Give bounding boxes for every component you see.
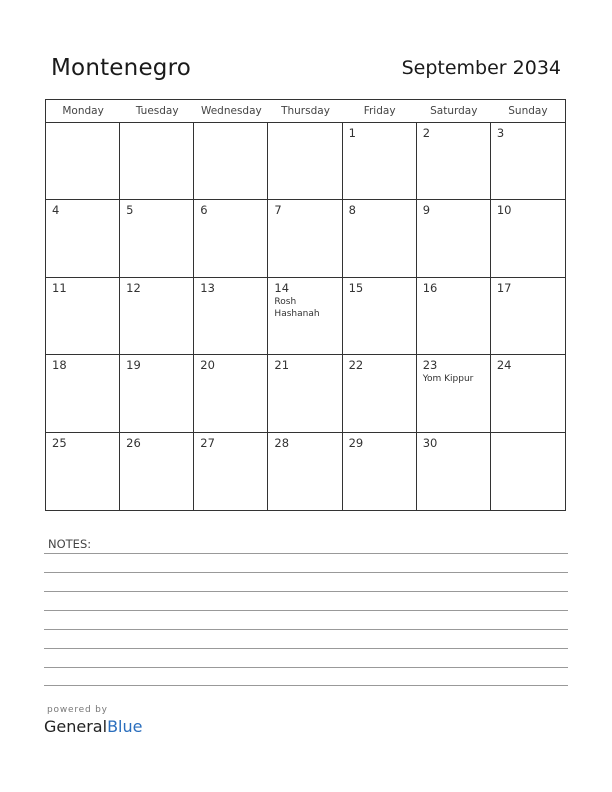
note-line — [44, 685, 568, 686]
day-cell — [194, 278, 268, 355]
day-cell — [491, 200, 565, 277]
day-cell — [417, 123, 491, 200]
day-number: 20 — [200, 358, 215, 373]
calendar-grid — [45, 99, 566, 511]
day-cell — [343, 278, 417, 355]
day-number: 28 — [274, 435, 290, 450]
day-number: 4 — [52, 203, 60, 218]
generalblue-logo — [44, 717, 142, 736]
note-line — [44, 648, 568, 649]
day-cell — [343, 200, 417, 277]
day-cell — [120, 433, 194, 510]
day-number: 6 — [200, 203, 208, 218]
powered-by-text: powered by — [47, 705, 108, 715]
note-line — [44, 610, 568, 611]
day-cell — [46, 278, 120, 355]
weekday-header: Monday — [46, 100, 120, 123]
day-cell — [491, 355, 565, 432]
day-number: 29 — [348, 435, 364, 450]
weekday-header: Wednesday — [194, 100, 268, 123]
day-number: 7 — [274, 203, 282, 218]
day-cell — [268, 355, 342, 432]
note-line — [44, 629, 568, 630]
note-line — [44, 572, 568, 573]
day-number: 22 — [348, 358, 364, 373]
day-number: 23 — [422, 358, 438, 373]
day-cell — [268, 200, 342, 277]
holiday-label: Rosh Hashanah — [274, 296, 320, 319]
day-number: 1 — [348, 126, 356, 140]
day-cell — [417, 278, 491, 355]
day-number: 16 — [422, 280, 438, 295]
day-cell — [417, 200, 491, 277]
brand-blue: Blue — [107, 717, 143, 736]
day-number: 21 — [274, 358, 290, 373]
note-line — [44, 553, 568, 554]
day-cell — [120, 355, 194, 432]
day-cell — [120, 200, 194, 277]
day-number: 19 — [126, 358, 141, 373]
weekday-header: Friday — [343, 100, 417, 123]
day-number: 25 — [52, 435, 67, 450]
day-number: 26 — [126, 435, 141, 450]
day-cell — [46, 123, 120, 200]
day-cell — [343, 433, 417, 510]
day-cell — [268, 433, 342, 510]
brand-general: General — [44, 717, 108, 736]
day-number: 2 — [422, 126, 431, 140]
day-number: 14 — [274, 280, 290, 295]
notes-label: NOTES: — [48, 537, 92, 551]
day-cell — [268, 123, 342, 200]
day-number: 17 — [496, 280, 512, 295]
day-cell — [194, 123, 268, 200]
day-cell — [46, 200, 120, 277]
day-number: 30 — [422, 435, 438, 450]
weekday-header: Tuesday — [120, 100, 194, 123]
day-cell — [120, 123, 194, 200]
day-cell — [491, 278, 565, 355]
country-title: Montenegro — [51, 55, 192, 81]
day-number: 15 — [348, 280, 364, 295]
day-number: 18 — [52, 358, 67, 373]
day-cell — [194, 355, 268, 432]
day-number: 27 — [200, 435, 215, 450]
day-number: 11 — [52, 280, 67, 295]
holiday-label: Yom Kippur — [422, 374, 474, 385]
day-cell — [120, 278, 194, 355]
day-number: 13 — [200, 280, 215, 295]
weekday-header: Saturday — [417, 100, 491, 123]
day-cell — [491, 433, 565, 510]
day-cell — [46, 355, 120, 432]
weekday-header: Sunday — [491, 100, 565, 123]
day-number: 24 — [496, 358, 512, 373]
day-number: 10 — [496, 203, 512, 218]
day-number: 12 — [126, 280, 141, 295]
day-cell — [343, 355, 417, 432]
day-number: 5 — [126, 203, 134, 218]
day-cell — [194, 200, 268, 277]
day-cell — [194, 433, 268, 510]
note-line — [44, 591, 568, 592]
day-number: 9 — [422, 203, 431, 218]
day-cell — [343, 123, 417, 200]
month-title: September 2034 — [401, 57, 561, 79]
note-line — [44, 667, 568, 668]
day-cell — [46, 433, 120, 510]
day-cell — [417, 433, 491, 510]
day-cell — [417, 355, 491, 432]
weekday-header: Thursday — [268, 100, 342, 123]
day-number: 3 — [496, 126, 505, 140]
day-cell — [268, 278, 342, 355]
day-cell — [491, 123, 565, 200]
day-number: 8 — [348, 203, 356, 218]
